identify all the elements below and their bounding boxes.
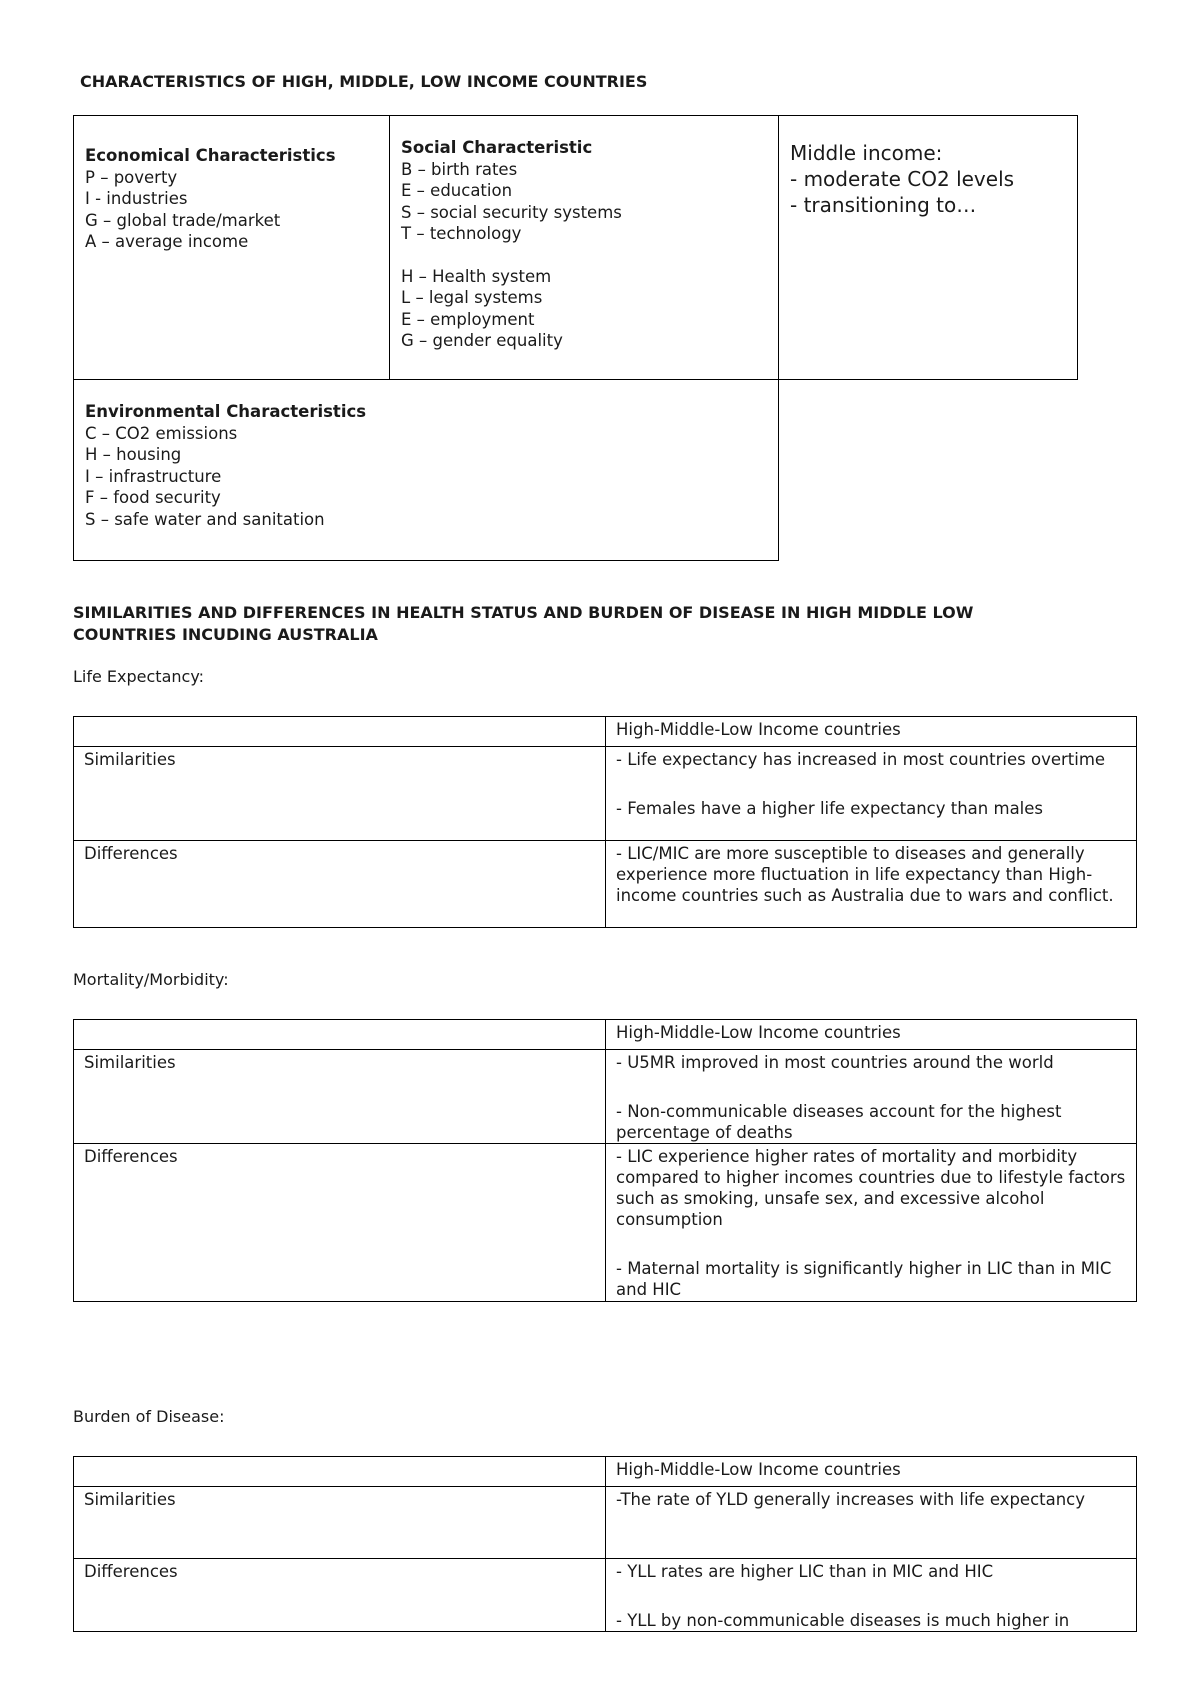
economic-characteristics-cell bbox=[73, 115, 390, 380]
point: - Non-communicable diseases account for the highest percentage of deaths bbox=[616, 1102, 1062, 1142]
row-label: Differences bbox=[74, 1559, 606, 1632]
document-title: CHARACTERISTICS OF HIGH, MIDDLE, LOW INCOME COUNTRIES bbox=[80, 72, 648, 91]
point: - U5MR improved in most countries around the world bbox=[616, 1053, 1054, 1072]
point: - Life expectancy has increased in most countries overtime bbox=[616, 750, 1106, 769]
point: - LIC experience higher rates of mortality and morbidity compared to higher incomes countries due to lifestyle factors such as smoking, unsafe sex, and excessive alcohol consumption bbox=[616, 1147, 1126, 1229]
social-item: L – legal systems bbox=[401, 288, 543, 307]
table-row bbox=[74, 1487, 1137, 1559]
table-row bbox=[74, 747, 1137, 841]
table-row bbox=[74, 1050, 1137, 1144]
row-content bbox=[606, 747, 1137, 841]
column-header: High-Middle-Low Income countries bbox=[606, 1020, 1137, 1050]
column-header: High-Middle-Low Income countries bbox=[606, 1457, 1137, 1487]
row-content bbox=[606, 1487, 1137, 1559]
table-row bbox=[74, 841, 1137, 928]
column-header: High-Middle-Low Income countries bbox=[606, 717, 1137, 747]
table-row bbox=[74, 1559, 1137, 1632]
social-characteristics-cell bbox=[389, 115, 779, 380]
environmental-item: C – CO2 emissions bbox=[85, 423, 238, 443]
section-title bbox=[73, 602, 973, 646]
economic-item: I - industries bbox=[85, 189, 188, 208]
row-content bbox=[606, 1144, 1137, 1302]
row-label: Differences bbox=[74, 841, 606, 928]
social-item: E – education bbox=[401, 181, 513, 200]
row-label: Similarities bbox=[74, 747, 606, 841]
row-content bbox=[606, 1559, 1137, 1632]
economic-item: A – average income bbox=[85, 232, 249, 251]
social-item: E – employment bbox=[401, 309, 535, 329]
table-header-row bbox=[74, 1457, 1137, 1487]
economic-item: P – poverty bbox=[85, 167, 178, 187]
empty-header-cell bbox=[74, 1020, 606, 1050]
social-item: H – Health system bbox=[401, 266, 552, 286]
table-header-row bbox=[74, 717, 1137, 747]
point: - Maternal mortality is significantly higher in LIC than in MIC and HIC bbox=[616, 1259, 1112, 1299]
row-label: Similarities bbox=[74, 1487, 606, 1559]
point: -The rate of YLD generally increases with life expectancy bbox=[616, 1490, 1086, 1509]
social-item: S – social security systems bbox=[401, 202, 622, 222]
middle-income-cell bbox=[778, 115, 1078, 380]
row-content bbox=[606, 841, 1137, 928]
middle-income-line: Middle income: bbox=[790, 141, 943, 165]
life-expectancy-caption: Life Expectancy: bbox=[73, 667, 205, 686]
row-content bbox=[606, 1050, 1137, 1144]
burden-caption: Burden of Disease: bbox=[73, 1407, 225, 1426]
table-header-row bbox=[74, 1020, 1137, 1050]
mortality-caption: Mortality/Morbidity: bbox=[73, 970, 229, 989]
row-label: Similarities bbox=[74, 1050, 606, 1144]
environmental-item: S – safe water and sanitation bbox=[85, 509, 325, 529]
section-title-line: SIMILARITIES AND DIFFERENCES IN HEALTH STATUS AND BURDEN OF DISEASE IN HIGH MIDDLE LOW bbox=[73, 603, 974, 622]
empty-header-cell bbox=[74, 1457, 606, 1487]
environmental-heading: Environmental Characteristics bbox=[85, 402, 367, 421]
point: - LIC/MIC are more susceptible to diseases and generally experience more fluctuation in life expectancy than High-income countries such as Australia due to wars and conflict. bbox=[616, 844, 1114, 905]
row-label: Differences bbox=[74, 1144, 606, 1302]
social-item: B – birth rates bbox=[401, 159, 518, 179]
social-item: T – technology bbox=[401, 224, 522, 243]
life-expectancy-table bbox=[73, 716, 1137, 928]
empty-header-cell bbox=[74, 717, 606, 747]
environmental-item: I – infrastructure bbox=[85, 466, 222, 486]
section-title-line: COUNTRIES INCUDING AUSTRALIA bbox=[73, 625, 378, 644]
point: - YLL rates are higher LIC than in MIC and HIC bbox=[616, 1562, 994, 1581]
burden-table bbox=[73, 1456, 1137, 1632]
social-heading: Social Characteristic bbox=[401, 138, 593, 157]
economic-item: G – global trade/market bbox=[85, 210, 281, 230]
economic-heading: Economical Characteristics bbox=[85, 146, 336, 165]
middle-income-line: - moderate CO2 levels bbox=[790, 167, 1015, 191]
point: - YLL by non-communicable diseases is much higher in bbox=[616, 1611, 1070, 1630]
table-row bbox=[74, 1144, 1137, 1302]
environmental-characteristics-cell bbox=[73, 379, 779, 561]
middle-income-line: - transitioning to… bbox=[790, 193, 977, 217]
point: - Females have a higher life expectancy than males bbox=[616, 799, 1044, 818]
environmental-item: H – housing bbox=[85, 445, 182, 464]
environmental-item: F – food security bbox=[85, 488, 221, 507]
mortality-table bbox=[73, 1019, 1137, 1302]
social-item: G – gender equality bbox=[401, 331, 563, 350]
